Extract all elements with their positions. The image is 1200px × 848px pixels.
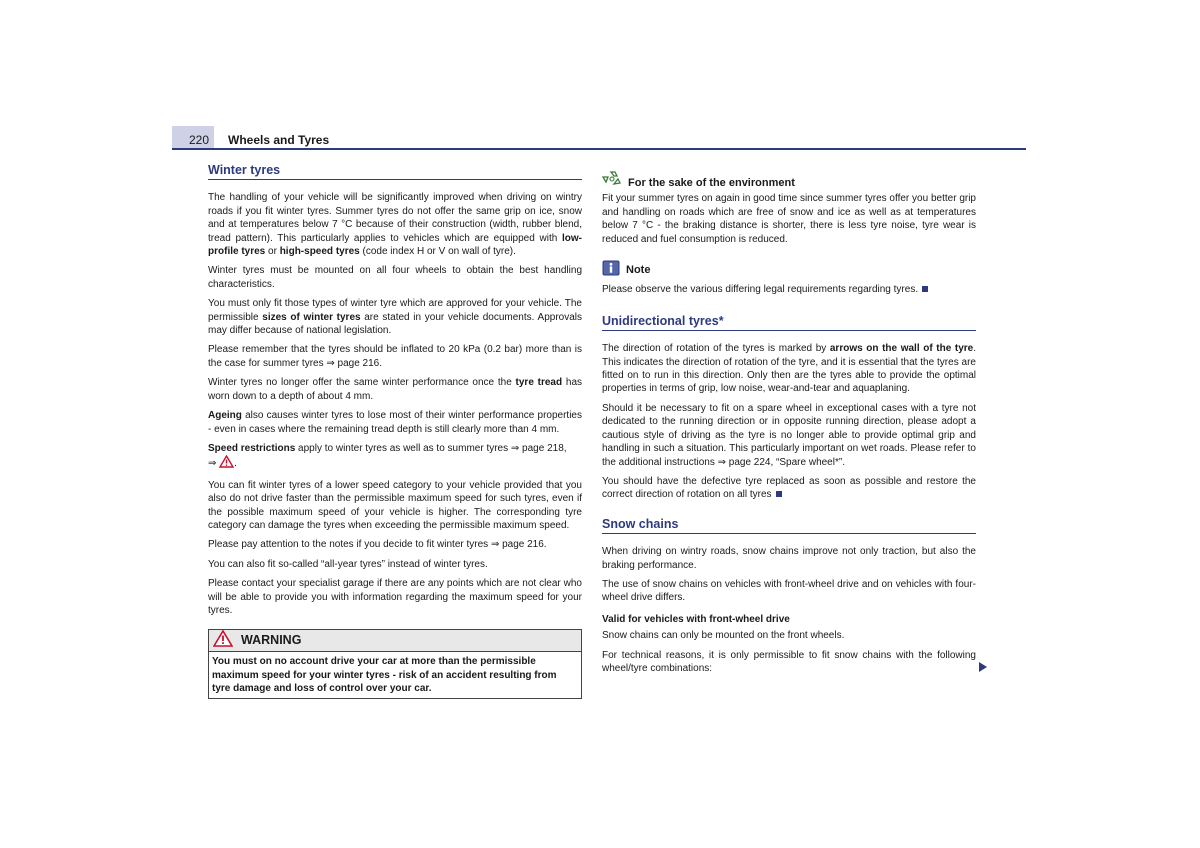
winter-tyres-heading: Winter tyres — [208, 164, 582, 180]
paragraph: Please remember that the tyres should be inflated to 20 kPa (0.2 bar) more than is the case for summer tyres ⇒ page 216. — [208, 344, 582, 369]
paragraph: You can fit winter tyres of a lower speed category to your vehicle provided that you also do not drive faster than the permissible maximum speed for such tyres, even if the possible maximum speed of your vehicle is higher. The corresponding tyre category can damage the tyres when exceeding the permissible maximum speed. — [208, 479, 582, 531]
continue-arrow-icon — [979, 662, 987, 672]
paragraph: Should it be necessary to fit on a spare wheel in exceptional cases with a tyre not dedicated to the running direction or in opposite running direction, please adopt a cautious style of driving as the tyre is no longer able to provide optimal grip and handling in such a situation. This particularly important on wet roads. Please refer to the additional instructions ⇒ page 224, “Spare wheel*”. — [602, 402, 976, 468]
warning-header — [209, 630, 581, 652]
environment-title: For the sake of the environment — [628, 177, 795, 189]
environment-header — [602, 170, 976, 190]
warning-title: WARNING — [241, 633, 302, 648]
warning-box — [208, 629, 582, 698]
paragraph: You should have the defective tyre replaced as soon as possible and restore the correct direction of rotation on all tyres — [602, 475, 976, 501]
paragraph: Ageing also causes winter tyres to lose most of their winter performance properties - even in cases where the remaining tread depth is still clearly more than 4 mm. — [208, 410, 582, 435]
environment-text: Fit your summer tyres on again in good time since summer tyres offer you better grip and handling on roads which are free of snow and ice as well as at temperatures below 7 °C - the braking distance is shorter, there is less tyre noise, tyre wear is reduced and fuel consumption is reduced. — [602, 193, 976, 245]
right-column — [602, 170, 976, 681]
header-rule — [172, 148, 1026, 150]
paragraph: The use of snow chains on vehicles with front-wheel drive and on vehicles with four-wheel drive differs. — [602, 578, 976, 604]
paragraph: The handling of your vehicle will be significantly improved when driving on wintry roads if you fit winter tyres. Summer tyres do not offer the same grip on ice, snow and at temperatures below 7 °C because of their construction (width, rubber blend, tread pattern). This particularly applies to vehicles which are equipped with low-profile tyres or high-speed tyres (code index H or V on wall of tyre). — [208, 192, 582, 258]
paragraph: Please pay attention to the notes if you decide to fit winter tyres ⇒ page 216. — [208, 539, 547, 551]
page-header — [172, 126, 1026, 150]
info-icon — [602, 260, 620, 280]
front-wheel-drive-subheading: Valid for vehicles with front-wheel drive — [602, 613, 790, 625]
unidirectional-tyres-heading: Unidirectional tyres* — [602, 315, 976, 331]
end-of-section-marker — [922, 286, 928, 292]
page-number: 220 — [172, 126, 214, 148]
paragraph: Snow chains can only be mounted on the front wheels. — [602, 630, 845, 642]
note-header — [602, 260, 976, 280]
left-column — [208, 164, 582, 699]
warning-icon — [219, 455, 234, 472]
snow-chains-heading: Snow chains — [602, 518, 976, 534]
environment-icon — [602, 170, 622, 190]
end-of-section-marker — [776, 491, 782, 497]
paragraph: Speed restrictions apply to winter tyres as well as to summer tyres ⇒ page 218, ⇒ . — [208, 442, 582, 473]
paragraph: The direction of rotation of the tyres is marked by arrows on the wall of the tyre. This indicates the direction of rotation of the tyre, and it is essential that the tyres are fitted on to run in this direction. Only then are the tyres able to provide the optimal properties in terms of grip, low noise, wear-and-tear and aquaplaning. — [602, 343, 977, 395]
paragraph: You can also fit so-called “all-year tyres” instead of winter tyres. — [208, 558, 488, 570]
paragraph: When driving on wintry roads, snow chains improve not only traction, but also the braking performance. — [602, 546, 976, 571]
paragraph: For technical reasons, it is only permissible to fit snow chains with the following wheel/tyre combinations: — [602, 649, 976, 674]
note-title: Note — [626, 263, 651, 276]
paragraph: Winter tyres must be mounted on all four wheels to obtain the best handling characteristics. — [208, 265, 582, 290]
paragraph: Winter tyres no longer offer the same winter performance once the tyre tread has worn down to a depth of about 4 mm. — [208, 377, 583, 402]
chapter-title: Wheels and Tyres — [228, 133, 330, 147]
warning-icon — [213, 630, 233, 651]
note-text: Please observe the various differing legal requirements regarding tyres. — [602, 283, 976, 296]
paragraph: You must only fit those types of winter tyre which are approved for your vehicle. The permissible sizes of winter tyres are stated in your vehicle documents. Approvals may differ because of national legislation. — [208, 298, 582, 337]
warning-text: You must on no account drive your car at more than the permissible maximum speed for your winter tyres - risk of an accident resulting from tyre damage and loss of control over your car. — [212, 656, 557, 695]
paragraph: Please contact your specialist garage if there are any points which are not clear who will be able to provide you with information regarding the maximum speed for your tyres. — [208, 578, 582, 616]
